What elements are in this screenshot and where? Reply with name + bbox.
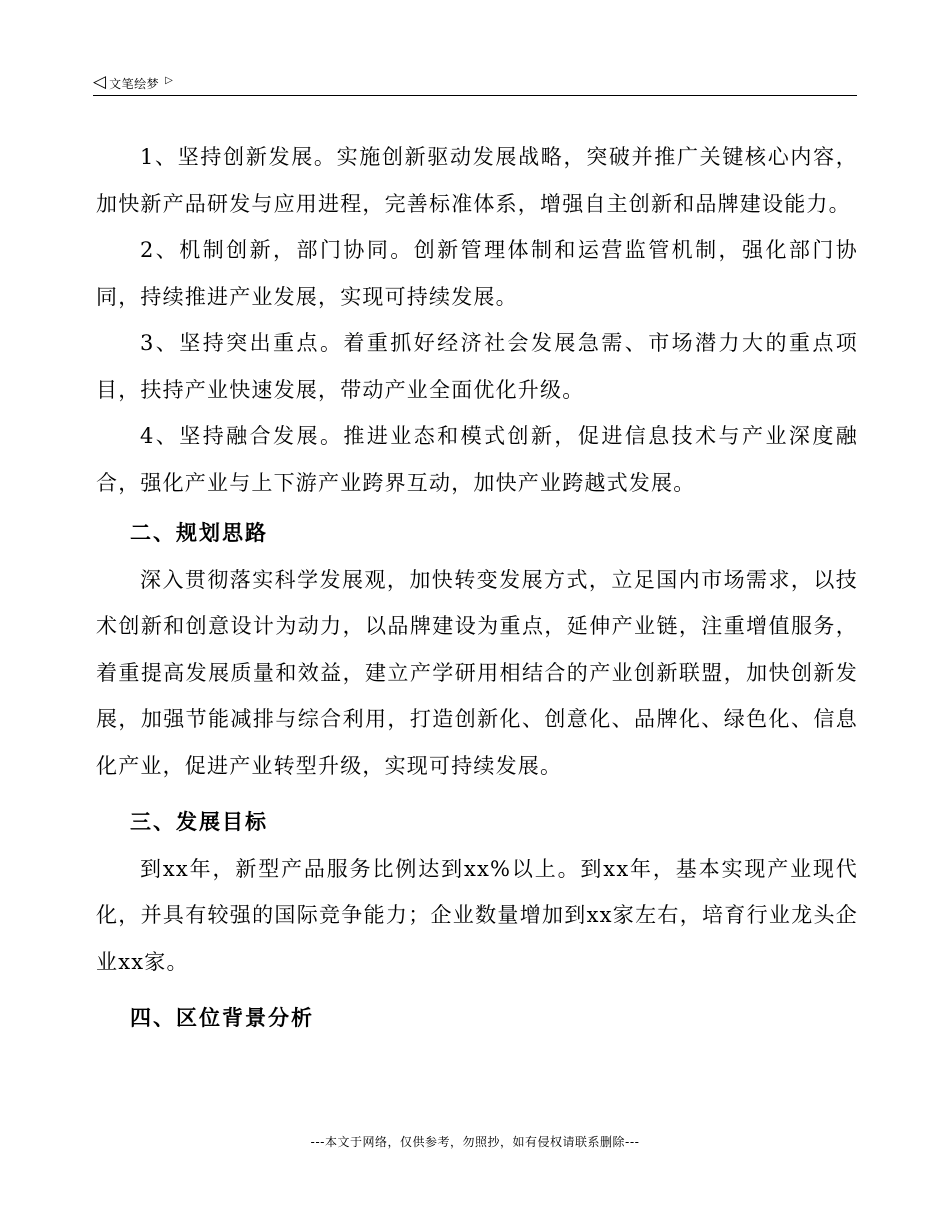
paragraph-planning: 深入贯彻落实科学发展观，加快转变发展方式，立足国内市场需求，以技术创新和创意设计为动力，以品牌建设为重点，延伸产业链，注重增值服务，着重提高发展质量和效益，建立产学研用相结合的产业创新联盟，加快创新发展，加强节能减排与综合利用，打造创新化、创意化、品牌化、绿色化、信息化产业，促进产业转型升级，实现可持续发展。	[96, 567, 858, 778]
right-triangle-icon: ▷	[165, 75, 173, 86]
section-heading-goals: 三、发展目标	[130, 810, 268, 834]
header-title: 文笔绘梦	[109, 77, 160, 91]
paragraph-mechanism: 2、机制创新，部门协同。创新管理体制和运营监管机制，强化部门协同，持续推进产业发展，实现可持续发展。	[96, 238, 858, 309]
section-heading-location: 四、区位背景分析	[130, 1006, 314, 1030]
paragraph-key-points: 3、坚持突出重点。着重抓好经济社会发展急需、市场潜力大的重点项目，扶持产业快速发展，带动产业全面优化升级。	[96, 331, 858, 402]
paragraph-goals: 到xx年，新型产品服务比例达到xx%以上。到xx年，基本实现产业现代化，并具有较强的国际竞争能力；企业数量增加到xx家左右，培育行业龙头企业xx家。	[96, 856, 858, 974]
page-header	[93, 72, 857, 96]
left-triangle-icon: ◁	[93, 72, 107, 92]
document-body	[96, 134, 858, 1042]
paragraph-integration: 4、坚持融合发展。推进业态和模式创新，促进信息技术与产业深度融合，强化产业与上下游产业跨界互动，加快产业跨越式发展。	[96, 424, 858, 495]
section-heading-planning: 二、规划思路	[130, 521, 268, 545]
footer-notice: ---本文于网络，仅供参考，勿照抄，如有侵权请联系删除---	[310, 1135, 640, 1149]
paragraph-innovation: 1、坚持创新发展。实施创新驱动发展战略，突破并推广关键核心内容，加快新产品研发与应用进程，完善标准体系，增强自主创新和品牌建设能力。	[96, 145, 858, 216]
